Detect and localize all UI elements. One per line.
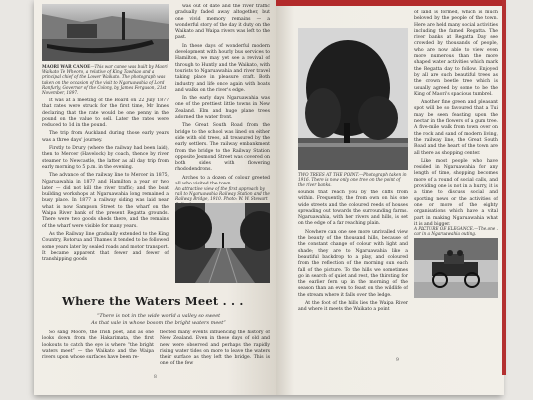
left-column-2 — [175, 4, 270, 184]
two-trees-photo — [298, 28, 408, 170]
quote-line-2: As that vale in whose bosom the bright waters meet” — [91, 319, 226, 326]
railway-caption: An attractive view of the first approach by rail to Ngaruawahia Railway Station and the Railway Bridge, 1910. Photo: W. W. Stewart — [175, 186, 270, 202]
paragraph: was out of date and the river traffic gradually faded away altogether, but one vivid memory remains — a wonderful story of the day it duty on the Waikato and Waipa rivers was left to the past. — [175, 4, 270, 41]
canoe-caption-title: MAORI WAR CANOE — [42, 64, 91, 69]
railway-bridge-photo — [175, 203, 270, 283]
paragraph: In the early days Ngaruawahia was one of the prettiest little towns in New Zealand. Elm and huge plane trees adorned the water front. — [175, 96, 270, 121]
quote-line-1: “There is not in the wide world a valley so sweet — [96, 313, 221, 319]
poem-quote — [46, 313, 271, 326]
paragraph: Nowhere can one see more unrivalled view the beauty of the thousand hills, because of the constant change of colour with light and shade; they are to Ngaruawahia like a beautiful backdrop to a play, and coloured from the reflection of the morning sun each fall of the picture. To the hills we sometimes go in search of quiet and rest, the thirsting for the earlier fern up in the morning of the season than an even to feast on the wildlife of the stream where it falls over the ledge. — [298, 229, 408, 298]
paragraph: The Great South Road from the bridge to the school was lined on either side with old trees, all treasured by the early settlers. The railway embankment from the bridge to the Railway Station opposite Jesmond Street was covered on both sides with flowering rhododendrons. — [175, 123, 270, 173]
red-page-edge-top — [276, 0, 506, 6]
car-caption: A PICTURE OF ELEGANCE.—The one car in a Ngaruawahia outing. — [414, 226, 496, 237]
paragraph: It was at a meeting of the Board on 22 July 1877 that rates were struck for the first time, Mr Innes declaring that the rate would be one penny in the pound on the value to sell. Later the rates were reduced to 1d in the pound. — [42, 98, 169, 129]
page-number: 9 — [396, 358, 399, 363]
right-column-bottom — [298, 190, 408, 370]
left-column-1 — [42, 98, 169, 298]
paragraph: of land is formed, which is much beloved by the people of the town. Here are held many social activities including the famed Regatta. The river banks at Regatta Day see crowded by thousands of people, who are now able to view even more numerous than the more shaped water activities which mark the Regatta day to follow. Enjoyed by all are such beautiful trees as the crown beetle tree which is usually agreed by some to be the King of Maori's spacious tumbrel. — [414, 10, 498, 97]
paragraph: flected many events influencing the history of New Zealand. Even in these days of old and new were observed and perhaps the rapidly rising water tides on more to leave the waters their surface as they left the bridge. This is one of the few — [160, 330, 270, 367]
left-page — [34, 0, 276, 395]
canoe-scene-image — [42, 4, 169, 61]
canoe-caption-text: —This war canoe was built by Maori Waikato Te Wheoro, a relative of King Tawhiao and a principal chief of the Lower Waikato. The photograph was taken on the occasion of the visit to Ngaruawahia of Lord Ranfurly, Governor of the Colony, by James Ferguson, 21st November, 1897. — [42, 64, 168, 96]
paragraph: The advance of the railway line to Mercer in 1875, Ngaruawahia in 1877 and Hamilton a year or two later — did not kill the river traffic; and the boat building workshops at Ngaruawahia long remained a busy place. In 1877 a railway siding was laid near what is now Sampson Street to the wharf on the Waipa River bank of the present Regatta grounds. There were two goods sheds there, and the remains of the wharf were visible for many years. — [42, 173, 169, 229]
paragraph: Arches to a dozen of colour greeted — [182, 175, 270, 181]
bottom-column-2 — [160, 330, 270, 370]
paragraph: As the Railway line gradually extended to the King Country, Rotorua and Thames it tended to be followed some years later by sealed roads and motor transport. It became apparent that fewer and fewer of transhipping goods — [42, 231, 169, 263]
paragraph: sounds that reach you by the cliffs from within. Frequently, the from own on his one wide streets and the coloured reeds of houses spreading out towards the surrounding farms. Ngaruawahia, with her rivers and hills, is set on the edge of a far reaching plain. — [298, 190, 408, 227]
maori-war-canoe-photo — [42, 4, 169, 61]
car-scene-image — [414, 238, 498, 298]
trees-caption: TWO TREES AT THE POINT.—Photograph taken in 1916. There is now only one tree on the point of the river banks. — [298, 172, 407, 188]
trees-scene-image — [298, 28, 408, 170]
vintage-car-photo — [414, 238, 498, 298]
railway-scene-image — [175, 203, 270, 283]
paragraph: In these days of wonderful modern development with hourly bus services to Hamilton, we may yet see a revival of through to Huntly and the Waikato, with tourists to Ngaruawahia and river travel taking place in pleasure craft. Both industry and life once again with boats and walks on the river's edge. — [175, 43, 270, 93]
paragraph: Like most people who have resided in Ngaruawahia for any length of time, shopping becomes more of a round of social calls, and providing one is not in a hurry, it is a time to discuss social and sporting news or the activities of one or more of the eighty organisations which have a vital part in making Ngaruawahia what it is and bigger. — [414, 158, 498, 227]
right-column-top — [414, 10, 498, 230]
paragraph: Another fine green and pleasant spot will be so favoured that a Tui may be seen feasting upon the nectar in the flowers of a gum tree. A five-mile walk from town over on the rock and sand of modern living, the railway line, the Great South Road and the heart of the town are all there as shopping center. — [414, 100, 498, 156]
canoe-caption — [42, 64, 169, 95]
bottom-column-1 — [42, 330, 154, 370]
section-heading: Where the Waters Meet . . . — [62, 294, 244, 308]
paragraph: Firstly to Drury (where the railway had been laid), then to Mercer (Havelock) by coach, thence by river steamer to Newcastle, the latter as all day trip from early morning to 5 p.m. in the evening. — [42, 146, 169, 170]
paragraph: The trip from Auckland during those early years was a three days' journey. — [42, 131, 169, 143]
paragraph: At the foot of the hills lies the Waipa River and where it meets the Waikato a point — [298, 301, 408, 313]
right-page — [276, 0, 504, 395]
red-page-edge-side — [502, 0, 506, 375]
paragraph: So sang Moore, the Irish poet, and as one looks down from the Hakarimata, the first lookouts to catch the eye is where “the bright waters meet” — the Waikato and the Waipa rivers upon whose surfaces have been re- — [42, 330, 154, 361]
page-number: 8 — [154, 375, 157, 380]
